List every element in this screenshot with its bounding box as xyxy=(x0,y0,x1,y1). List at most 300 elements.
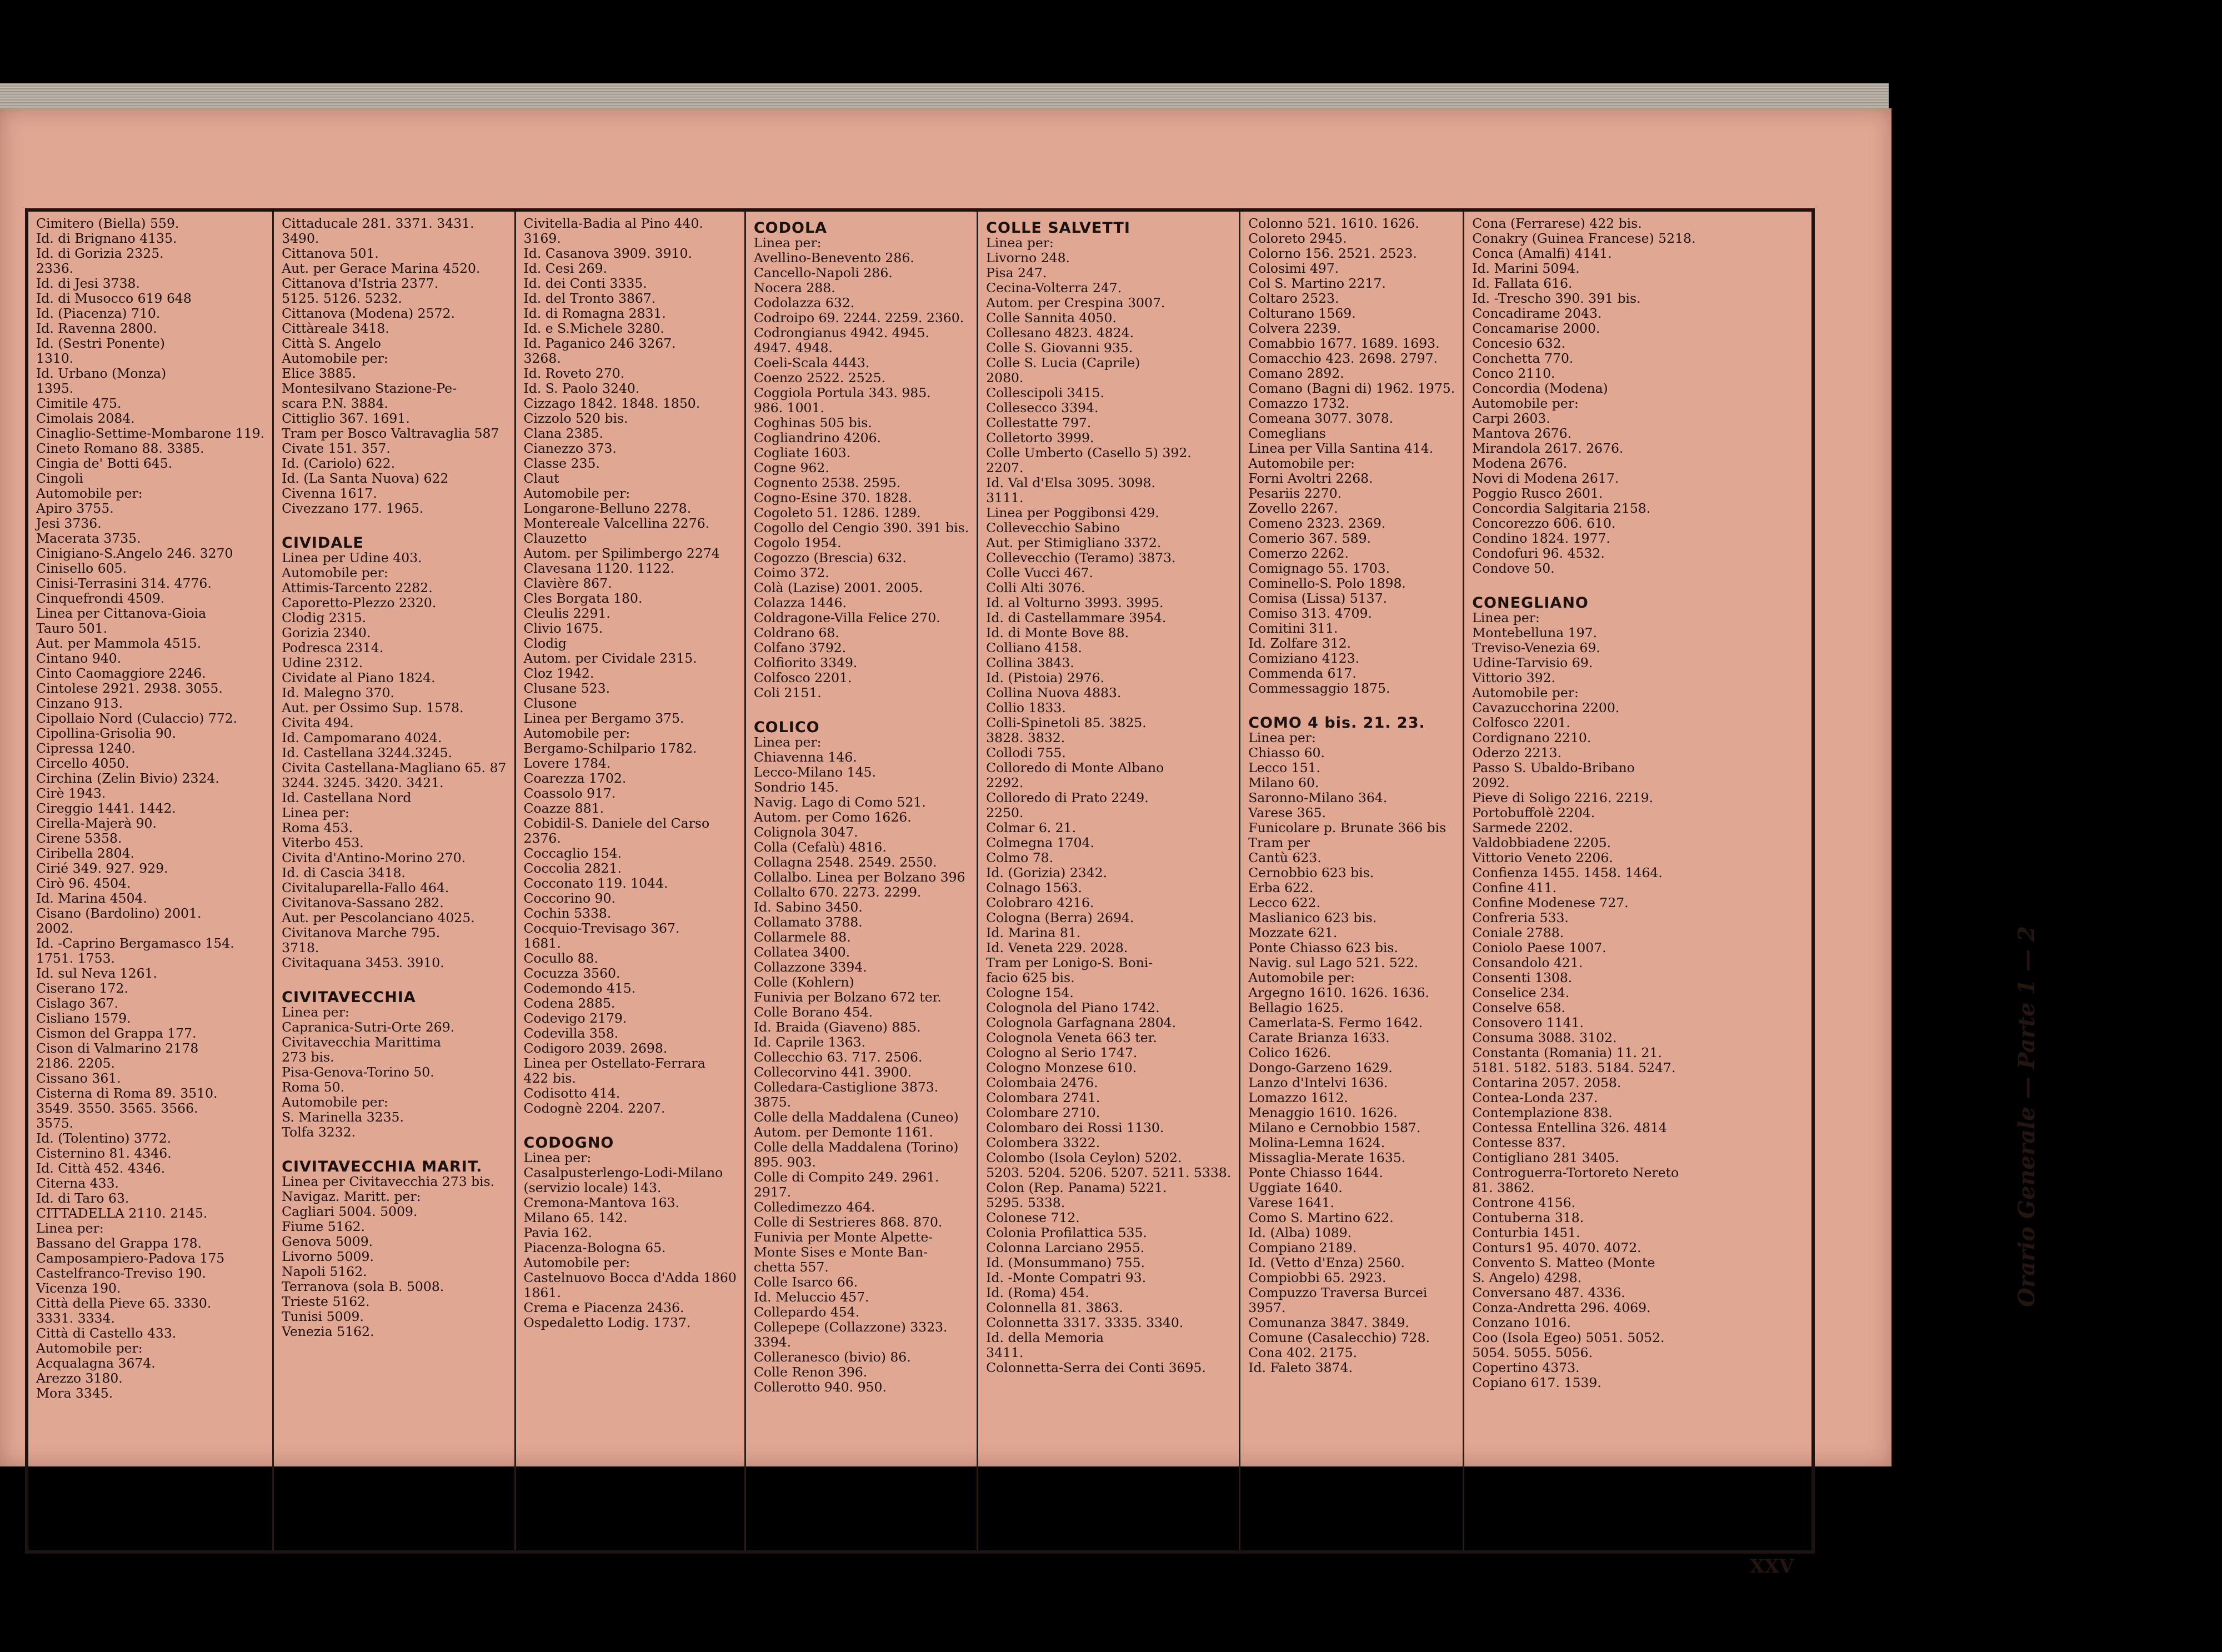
index-entry: Camposampiero-Padova 175 xyxy=(36,1250,225,1266)
index-entry: Collina Nuova 4883. xyxy=(986,685,1122,700)
index-entry: Colombo (Isola Ceylon) 5202. xyxy=(986,1150,1182,1165)
index-entry: Livorno 248. xyxy=(986,250,1070,266)
index-entry: Elice 3885. xyxy=(282,366,357,381)
index-entry: Colognola del Piano 1742. xyxy=(986,1000,1160,1015)
index-entry: 81. 3862. xyxy=(1472,1180,1535,1195)
index-entry: Crema e Piacenza 2436. xyxy=(523,1300,684,1315)
index-entry: Clivio 1675. xyxy=(523,620,603,636)
index-entry: Funivia per Bolzano 672 ter. xyxy=(753,989,942,1005)
index-entry: 1861. xyxy=(523,1285,561,1300)
index-entry: Cocconato 119. 1044. xyxy=(523,875,668,891)
index-entry: Codevigo 2179. xyxy=(523,1010,627,1026)
index-entry: Civitella-Badia al Pino 440. xyxy=(523,216,703,231)
index-entry: Comazzo 1732. xyxy=(1248,396,1350,411)
index-entry: Comisa (Lissa) 5137. xyxy=(1248,590,1387,606)
index-entry: Collalbo. Linea per Bolzano 396 xyxy=(753,869,965,885)
index-entry: Maslianico 623 bis. xyxy=(1248,910,1377,925)
index-entry: Colliano 4158. xyxy=(986,640,1082,655)
section-heading: CONEGLIANO xyxy=(1472,594,1589,612)
index-entry: Id. di Monte Bove 88. xyxy=(986,625,1129,640)
index-entry: Cirene 5358. xyxy=(36,830,122,846)
index-entry: Cipollaio Nord (Culaccio) 772. xyxy=(36,710,238,726)
index-entry: Colnago 1563. xyxy=(986,880,1082,895)
index-entry: 4947. 4948. xyxy=(753,340,833,356)
index-entry: Roma 453. xyxy=(282,820,353,835)
index-entry: Lovere 1784. xyxy=(523,755,611,771)
index-entry: 3549. 3550. 3565. 3566. xyxy=(36,1100,198,1116)
index-entry: Trieste 5162. xyxy=(282,1294,370,1309)
index-entry: Cirè 1943. xyxy=(36,785,106,801)
index-entry: Concordia (Modena) xyxy=(1472,381,1608,396)
index-entry: Cocuzza 3560. xyxy=(523,965,620,981)
index-entry: Id. sul Neva 1261. xyxy=(36,965,157,981)
index-entry: Coggiola Portula 343. 985. xyxy=(753,385,931,401)
index-entry: chetta 557. xyxy=(753,1259,829,1275)
index-entry: Castelfranco-Treviso 190. xyxy=(36,1265,207,1281)
index-entry: Colle Borano 454. xyxy=(753,1004,873,1020)
index-entry: Cochin 5338. xyxy=(523,905,612,921)
index-entry: Collatea 3400. xyxy=(753,944,850,960)
index-entry: Cobidil-S. Daniele del Carso xyxy=(523,815,710,831)
index-entry: Id. e S.Michele 3280. xyxy=(523,321,664,336)
index-entry: Id. Meluccio 457. xyxy=(753,1289,869,1305)
index-entry: Commenda 617. xyxy=(1248,665,1357,681)
index-entry: Contessa Entellina 326. 4814 xyxy=(1472,1120,1667,1135)
index-entry: Id. Roveto 270. xyxy=(523,366,625,381)
index-entry: Civita 494. xyxy=(282,715,354,730)
index-entry: Coli 2151. xyxy=(753,685,822,700)
index-entry: Cogollo del Cengio 390. 391 bis. xyxy=(753,520,969,535)
index-entry: Castelnuovo Bocca d'Adda 1860 xyxy=(523,1270,737,1285)
index-entry: Linea per: xyxy=(1472,610,1540,625)
index-entry: Colvera 2239. xyxy=(1248,321,1342,336)
index-entry: Colonna Larciano 2955. xyxy=(986,1240,1145,1255)
index-entry: 3394. xyxy=(753,1334,792,1350)
index-entry: Colonnetta 3317. 3335. 3340. xyxy=(986,1315,1184,1330)
index-entry: Pieve di Soligo 2216. 2219. xyxy=(1472,790,1654,805)
index-entry: 3331. 3334. xyxy=(36,1310,116,1326)
index-entry: Confine 411. xyxy=(1472,880,1557,895)
index-entry: Id. di Castellammare 3954. xyxy=(986,610,1167,625)
index-entry: Id. -Trescho 390. 391 bis. xyxy=(1472,291,1641,306)
index-entry: Codena 2885. xyxy=(523,995,615,1011)
book-page xyxy=(0,108,2040,1578)
index-entry: Linea per Villa Santina 414. xyxy=(1248,440,1434,456)
index-entry: Linea per Cittanova-Gioia xyxy=(36,605,207,621)
index-entry: Colli-Spinetoli 85. 3825. xyxy=(986,715,1147,730)
index-entry: Tram per xyxy=(1248,835,1310,850)
index-entry: Id. (Gorizia) 2342. xyxy=(986,865,1108,880)
index-entry: Automobile per: xyxy=(282,565,388,580)
index-entry: Aut. per Ossimo Sup. 1578. xyxy=(282,700,464,715)
index-entry: Attimis-Tarcento 2282. xyxy=(282,580,433,595)
index-entry: Cimitero (Biella) 559. xyxy=(36,216,179,231)
index-entry: Cisterna di Roma 89. 3510. xyxy=(36,1085,218,1101)
index-entry: Milano 60. xyxy=(1248,775,1319,790)
index-entry: Consandolo 421. xyxy=(1472,955,1583,970)
index-entry: CITTADELLA 2110. 2145. xyxy=(36,1205,208,1221)
index-entry: Udine-Tarvisio 69. xyxy=(1472,655,1593,670)
index-entry: Coghinas 505 bis. xyxy=(753,415,872,430)
index-column-3 xyxy=(516,212,746,1550)
index-entry: Autom. per Demonte 1161. xyxy=(753,1124,933,1140)
index-entry: Commessaggio 1875. xyxy=(1248,680,1390,696)
index-entry: Civitanova-Sassano 282. xyxy=(282,895,444,910)
index-entry: Cognento 2538. 2595. xyxy=(753,475,901,490)
index-entry: Cantù 623. xyxy=(1248,850,1322,865)
index-entry: Coo (Isola Egeo) 5051. 5052. xyxy=(1472,1330,1665,1345)
index-entry: Avellino-Benevento 286. xyxy=(753,250,914,266)
index-entry: Colle (Kohlern) xyxy=(753,974,854,990)
index-entry: Civitavecchia Marittima xyxy=(282,1034,442,1050)
index-entry: Cogliandrino 4206. xyxy=(753,430,882,445)
index-entry: Chiavenna 146. xyxy=(753,749,857,765)
index-entry: Id. (La Santa Nuova) 622 xyxy=(282,470,449,486)
index-entry: Cittaducale 281. 3371. 3431. xyxy=(282,216,474,231)
index-entry: Longarone-Belluno 2278. xyxy=(523,500,692,516)
index-entry: Comano 2892. xyxy=(1248,366,1344,381)
index-entry: 2376. xyxy=(523,830,561,846)
index-entry: Cittanova 501. xyxy=(282,246,379,261)
index-entry: Collarmele 88. xyxy=(753,929,851,945)
index-entry: 3169. xyxy=(523,231,561,246)
index-entry: Id. di Taro 63. xyxy=(36,1190,129,1206)
index-entry: Colletorto 3999. xyxy=(986,430,1094,445)
index-entry: Civezzano 177. 1965. xyxy=(282,500,424,516)
index-entry: Colle S. Lucia (Caprile) xyxy=(986,355,1140,371)
index-entry: Cintolese 2921. 2938. 3055. xyxy=(36,680,223,696)
index-entry: Automobile per: xyxy=(1248,455,1355,471)
index-entry: Coeli-Scala 4443. xyxy=(753,355,870,371)
index-columns xyxy=(25,208,1815,1554)
index-entry: Cipressa 1240. xyxy=(36,740,136,756)
index-entry xyxy=(1248,696,1455,711)
index-entry: Ciserano 172. xyxy=(36,980,128,996)
index-entry: Cinzano 913. xyxy=(36,695,123,711)
index-entry: Compuzzo Traversa Burcei xyxy=(1248,1285,1428,1300)
index-entry: Colmar 6. 21. xyxy=(986,820,1077,835)
section-heading: COLICO xyxy=(753,719,820,736)
index-entry: Id. di Romagna 2831. xyxy=(523,306,666,321)
index-entry: Copiano 617. 1539. xyxy=(1472,1375,1602,1390)
index-entry: Automobile per: xyxy=(1472,685,1579,700)
index-entry: Cocquio-Trevisago 367. xyxy=(523,920,680,936)
index-entry: Cinisi-Terrasini 314. 4776. xyxy=(36,575,212,591)
index-entry: Colobraro 4216. xyxy=(986,895,1094,910)
index-entry: Id. di Jesi 3738. xyxy=(36,276,140,291)
index-entry: Comune (Casalecchio) 728. xyxy=(1248,1330,1430,1345)
index-entry: Arezzo 3180. xyxy=(36,1370,123,1386)
index-entry: Circello 4050. xyxy=(36,755,129,771)
index-entry: Cogozzo (Brescia) 632. xyxy=(753,550,907,565)
index-entry: Cologno Monzese 610. xyxy=(986,1060,1137,1075)
index-entry: Confine Modenese 727. xyxy=(1472,895,1629,910)
index-entry: Linea per Bergamo 375. xyxy=(523,710,684,726)
index-entry: Colazza 1446. xyxy=(753,595,847,610)
index-entry: Coniale 2788. xyxy=(1472,925,1564,940)
index-entry: Colombara 2741. xyxy=(986,1090,1100,1105)
index-entry: Clana 2385. xyxy=(523,425,603,441)
index-entry: 5125. 5126. 5232. xyxy=(282,291,402,306)
index-entry: Lecco 622. xyxy=(1248,895,1320,910)
index-entry: Id. Veneta 229. 2028. xyxy=(986,940,1128,955)
index-entry: Compiano 2189. xyxy=(1248,1240,1357,1255)
index-entry: Collalto 670. 2273. 2299. xyxy=(753,884,922,900)
index-entry: Navig. Lago di Como 521. xyxy=(753,794,926,810)
index-entry: Codigoro 2039. 2698. xyxy=(523,1040,668,1056)
index-entry: Oderzo 2213. xyxy=(1472,745,1562,760)
index-entry: Fiume 5162. xyxy=(282,1219,366,1234)
index-entry: 2207. xyxy=(986,460,1024,475)
index-entry: Comeana 3077. 3078. xyxy=(1248,411,1394,426)
index-entry: Colognola Veneta 663 ter. xyxy=(986,1030,1157,1045)
index-entry: Autom. per Crespina 3007. xyxy=(986,295,1165,311)
index-entry: Forni Avoltri 2268. xyxy=(1248,470,1373,486)
index-entry: Linea per: xyxy=(523,1150,592,1165)
index-entry: Linea per Udine 403. xyxy=(282,550,422,565)
index-entry: Concordia Salgitaria 2158. xyxy=(1472,500,1651,516)
index-entry: Id. Caprile 1363. xyxy=(753,1034,866,1050)
index-entry: Città di Castello 433. xyxy=(36,1325,177,1341)
index-entry: 3875. xyxy=(753,1094,792,1110)
index-entry: Venezia 5162. xyxy=(282,1324,374,1339)
index-entry: Contarina 2057. 2058. xyxy=(1472,1075,1622,1090)
index-entry: Comacchio 423. 2698. 2797. xyxy=(1248,351,1438,366)
index-entry: Comiziano 4123. xyxy=(1248,650,1360,666)
index-entry: Id. (Pistoia) 2976. xyxy=(986,670,1105,685)
index-entry: Collesecco 3394. xyxy=(986,400,1099,415)
index-entry: Cinquefrondi 4509. xyxy=(36,590,165,606)
index-entry: Coldragone-Villa Felice 270. xyxy=(753,610,940,625)
index-entry: S. Marinella 3235. xyxy=(282,1109,404,1125)
index-entry: Cocullo 88. xyxy=(523,950,598,966)
index-entry: Automobile per: xyxy=(523,1255,630,1270)
index-entry: Comerzo 2262. xyxy=(1248,545,1349,561)
index-entry: Id. Fallata 616. xyxy=(1472,276,1573,291)
index-entry: Linea per Civitavecchia 273 bis. xyxy=(282,1174,495,1189)
index-entry: Mirandola 2617. 2676. xyxy=(1472,440,1624,456)
index-entry: Aut. per Gerace Marina 4520. xyxy=(282,261,481,276)
index-entry: Comunanza 3847. 3849. xyxy=(1248,1315,1409,1330)
index-entry: Clavière 867. xyxy=(523,575,612,591)
index-entry: Colico 1626. xyxy=(1248,1045,1332,1060)
index-entry: Citerna 433. xyxy=(36,1175,119,1191)
index-entry: Coimo 372. xyxy=(753,565,829,580)
index-entry: Linea per: xyxy=(282,1004,349,1020)
index-entry: Id. (Alba) 1089. xyxy=(1248,1225,1352,1240)
index-entry: Id. Casanova 3909. 3910. xyxy=(523,246,692,261)
index-entry: Linea per Poggibonsi 429. xyxy=(986,505,1159,520)
index-entry: Id. di Brignano 4135. xyxy=(36,231,177,246)
index-column-5 xyxy=(978,212,1240,1550)
index-entry: Colle Sannita 4050. xyxy=(986,310,1117,326)
index-entry: Conturs1 95. 4070. 4072. xyxy=(1472,1240,1642,1255)
index-entry: Treviso-Venezia 69. xyxy=(1472,640,1600,655)
index-entry: Cloz 1942. xyxy=(523,665,594,681)
index-entry: Erba 622. xyxy=(1248,880,1314,895)
index-entry: 986. 1001. xyxy=(753,400,824,415)
index-entry: Cissano 361. xyxy=(36,1070,121,1086)
index-entry: Collio 1833. xyxy=(986,700,1066,715)
index-column-2 xyxy=(274,212,516,1550)
index-entry: Tram per Bosco Valtravaglia 587 xyxy=(282,425,499,441)
index-entry: Colmegna 1704. xyxy=(986,835,1094,850)
index-entry: Conselice 234. xyxy=(1472,985,1570,1000)
index-entry: Gorizia 2340. xyxy=(282,625,371,640)
index-entry: Civitaluparella-Fallo 464. xyxy=(282,880,449,895)
index-entry: Tolfa 3232. xyxy=(282,1124,356,1140)
index-entry: Jesi 3736. xyxy=(36,515,102,531)
index-entry: Colonese 712. xyxy=(986,1210,1080,1225)
index-entry xyxy=(282,516,506,531)
index-entry: Colloredo di Prato 2249. xyxy=(986,790,1149,805)
index-entry: Funivia per Monte Alpette- xyxy=(753,1229,933,1245)
index-entry: Linea per Ostellato-Ferrara xyxy=(523,1055,705,1071)
index-entry: Colturano 1569. xyxy=(1248,306,1356,321)
index-entry: Automobile per: xyxy=(282,351,388,366)
index-entry: 2002. xyxy=(36,920,74,936)
index-entry: Cislago 367. xyxy=(36,995,119,1011)
index-entry: Colle Renon 396. xyxy=(753,1364,868,1380)
index-entry: Cisliano 1579. xyxy=(36,1010,131,1026)
index-entry: Collevecchio Sabino xyxy=(986,520,1120,535)
index-entry: Portobuffolè 2204. xyxy=(1472,805,1595,820)
index-entry: Colonnella 81. 3863. xyxy=(986,1300,1123,1315)
index-entry: 2917. xyxy=(753,1184,792,1200)
index-entry: Cianezzo 373. xyxy=(523,440,617,456)
index-entry: Colle Isarco 66. xyxy=(753,1274,858,1290)
index-entry: Id. Marini 5094. xyxy=(1472,261,1580,276)
index-entry: Colorno 156. 2521. 2523. xyxy=(1248,246,1417,261)
index-entry: Colli Alti 3076. xyxy=(986,580,1085,595)
index-entry: Caporetto-Plezzo 2320. xyxy=(282,595,437,610)
index-entry: Id. al Volturno 3993. 3995. xyxy=(986,595,1164,610)
index-entry: Nocera 288. xyxy=(753,280,835,296)
index-entry: Bassano del Grappa 178. xyxy=(36,1235,202,1251)
index-column-7 xyxy=(1464,212,1703,1550)
index-entry: Capranica-Sutri-Orte 269. xyxy=(282,1019,455,1035)
index-entry: Id. Braida (Giaveno) 885. xyxy=(753,1019,921,1035)
index-entry: Navigaz. Maritt. per: xyxy=(282,1189,421,1204)
index-entry: Camerlata-S. Fermo 1642. xyxy=(1248,1015,1423,1030)
index-entry: Cogolo 1954. xyxy=(753,535,842,550)
index-entry: Id. Castellana 3244.3245. xyxy=(282,745,453,760)
index-entry: Cancello-Napoli 286. xyxy=(753,265,893,281)
index-entry: Mora 3345. xyxy=(36,1385,113,1401)
index-entry: Cirié 349. 927. 929. xyxy=(36,860,168,876)
index-entry: Cittàreale 3418. xyxy=(282,321,389,336)
index-entry: Autom. per Como 1626. xyxy=(753,809,912,825)
index-entry: Poggio Rusco 2601. xyxy=(1472,485,1603,501)
index-entry: Colle di Sestrieres 868. 870. xyxy=(753,1214,943,1230)
index-entry: 3957. xyxy=(1248,1300,1286,1315)
index-entry: Codevilla 358. xyxy=(523,1025,619,1041)
index-entry: Id. (Piacenza) 710. xyxy=(36,306,161,321)
index-entry: Civita d'Antino-Morino 270. xyxy=(282,850,466,865)
index-entry: Collerotto 940. 950. xyxy=(753,1379,887,1395)
index-entry: Automobile per: xyxy=(1248,970,1355,985)
index-entry: Montebelluna 197. xyxy=(1472,625,1597,640)
index-entry: Collodi 755. xyxy=(986,745,1066,760)
index-entry: Collepepe (Collazzone) 3323. xyxy=(753,1319,948,1335)
index-entry: Argegno 1610. 1626. 1636. xyxy=(1248,985,1429,1000)
index-entry: Id. Paganico 246 3267. xyxy=(523,336,676,351)
index-entry: Id. (Tolentino) 3772. xyxy=(36,1130,172,1146)
index-entry: Colle di Compito 249. 2961. xyxy=(753,1169,939,1185)
index-entry: Colfosco 2201. xyxy=(1472,715,1570,730)
index-entry: Contigliano 281 3405. xyxy=(1472,1150,1619,1165)
index-entry: Collecorvino 441. 3900. xyxy=(753,1064,912,1080)
index-entry: Montereale Valcellina 2276. xyxy=(523,515,710,531)
index-entry: Cogne 962. xyxy=(753,460,829,475)
index-entry: 5054. 5055. 5056. xyxy=(1472,1345,1593,1360)
index-entry: 273 bis. xyxy=(282,1049,334,1065)
index-entry: Colombera 3322. xyxy=(986,1135,1100,1150)
section-heading: CIVITAVECCHIA xyxy=(282,989,416,1006)
index-entry: Civita Castellana-Magliano 65. 87 xyxy=(282,760,507,775)
index-entry: Id. di Cascia 3418. xyxy=(282,865,406,880)
index-entry: Cingia de' Botti 645. xyxy=(36,455,173,471)
index-entry: Novi di Modena 2617. xyxy=(1472,470,1619,486)
index-entry: Id. Faleto 3874. xyxy=(1248,1360,1353,1375)
index-entry: Cinaglio-Settime-Mombarone 119. xyxy=(36,425,265,441)
index-entry: Id. Città 452. 4346. xyxy=(36,1160,166,1176)
section-heading: CIVITAVECCHIA MARIT. xyxy=(282,1158,483,1175)
index-entry: Collina 3843. xyxy=(986,655,1074,670)
index-entry: 2336. xyxy=(36,261,74,276)
index-entry: Casalpusterlengo-Lodi-Milano xyxy=(523,1165,723,1180)
index-entry: Concesio 632. xyxy=(1472,336,1566,351)
index-entry: Comerio 367. 589. xyxy=(1248,530,1371,546)
index-entry: Aut. per Stimigliano 3372. xyxy=(986,535,1162,550)
index-entry: Colonnetta-Serra dei Conti 3695. xyxy=(986,1360,1206,1375)
index-entry: 2080. xyxy=(986,370,1024,386)
index-entry: Tauro 501. xyxy=(36,620,108,636)
index-entry: Colombaia 2476. xyxy=(986,1075,1098,1090)
index-entry: Contesse 837. xyxy=(1472,1135,1566,1150)
index-entry: Cogoleto 51. 1286. 1289. xyxy=(753,505,921,520)
index-entry: Conchetta 770. xyxy=(1472,351,1574,366)
index-entry: Cologno al Serio 1747. xyxy=(986,1045,1138,1060)
index-entry: Cecina-Volterra 247. xyxy=(986,280,1122,296)
index-entry: Cernobbio 623 bis. xyxy=(1248,865,1374,880)
index-entry: Collepardo 454. xyxy=(753,1304,860,1320)
index-entry: Comeno 2323. 2369. xyxy=(1248,515,1386,531)
index-entry: Automobile per: xyxy=(282,1094,388,1110)
section-heading: CODOLA xyxy=(753,219,828,237)
index-entry: Valdobbiadene 2205. xyxy=(1472,835,1612,850)
index-entry: Cintano 940. xyxy=(36,650,122,666)
index-entry: Cona 402. 2175. xyxy=(1248,1345,1358,1360)
index-entry: Codrongianus 4942. 4945. xyxy=(753,325,929,341)
index-entry: facio 625 bis. xyxy=(986,970,1075,985)
section-heading: COMO 4 bis. 21. 23. xyxy=(1248,714,1425,732)
index-entry: Cineto Romano 88. 3385. xyxy=(36,440,204,456)
index-entry: Cagliari 5004. 5009. xyxy=(282,1204,418,1219)
index-entry xyxy=(754,700,969,715)
index-entry: Vicenza 190. xyxy=(36,1280,121,1296)
index-entry: 3244. 3245. 3420. 3421. xyxy=(282,775,444,790)
index-entry: 1395. xyxy=(36,381,74,396)
index-entry: Tunisi 5009. xyxy=(282,1309,364,1324)
index-entry: Id. (Roma) 454. xyxy=(986,1285,1089,1300)
index-entry: Napoli 5162. xyxy=(282,1264,367,1279)
index-entry: Colon (Rep. Panama) 5221. xyxy=(986,1180,1167,1195)
index-entry: Coassolo 917. xyxy=(523,785,616,801)
index-entry: Apiro 3755. xyxy=(36,500,114,516)
index-entry: Chiasso 60. xyxy=(1248,745,1325,760)
index-entry: Automobile per: xyxy=(36,1340,143,1356)
